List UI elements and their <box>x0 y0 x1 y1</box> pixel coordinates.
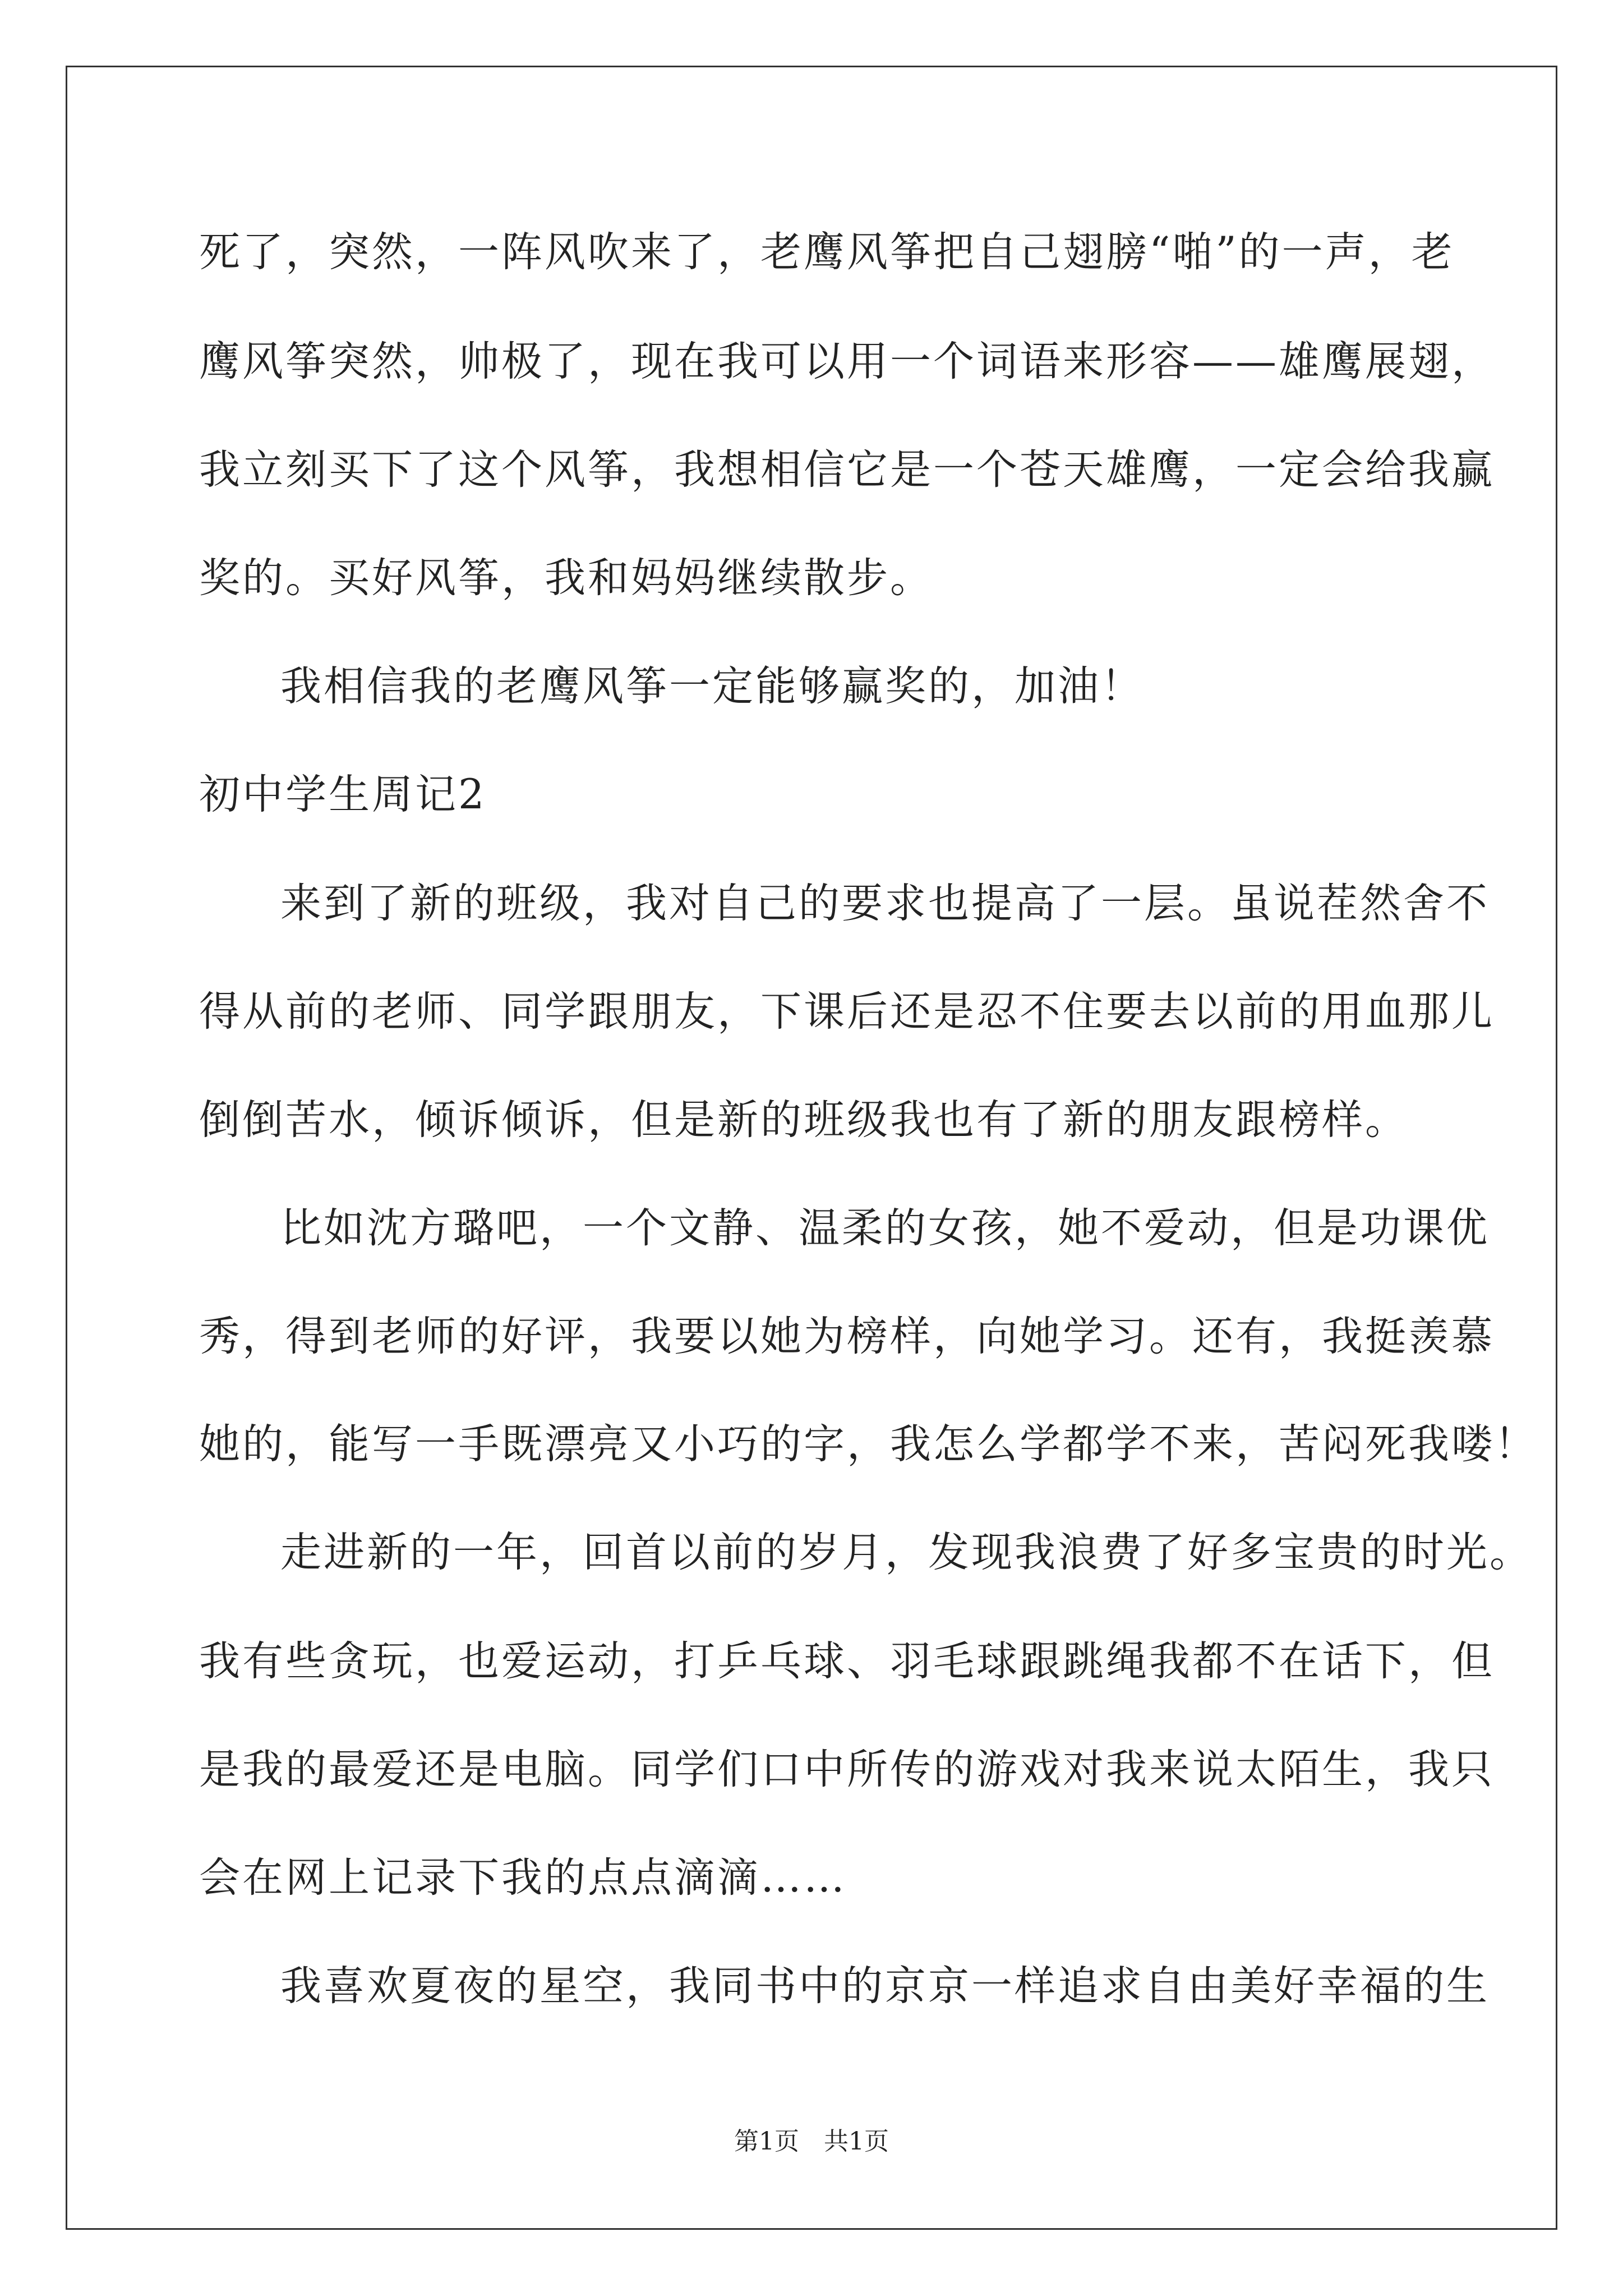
page-border <box>66 66 1557 2230</box>
section-heading: 初中学生周记2 <box>199 771 487 818</box>
text-line: 得从前的老师、同学跟朋友，下课后还是忍不住要去以前的用血那儿 <box>199 988 1495 1036</box>
text-line: 鹰风筝突然，帅极了，现在我可以用一个词语来形容——雄鹰展翅， <box>199 338 1495 385</box>
text-line: 她的，能写一手既漂亮又小巧的字，我怎么学都学不来，苦闷死我喽！ <box>199 1420 1538 1468</box>
page-footer: 第1页 共1页 <box>734 2127 889 2156</box>
text-line: 秀，得到老师的好评，我要以她为榜样，向她学习。还有，我挺羡慕 <box>199 1313 1495 1360</box>
text-line: 走进新的一年，回首以前的岁月，发现我浪费了好多宝贵的时光。 <box>280 1529 1533 1576</box>
text-line: 奖的。买好风筝，我和妈妈继续散步。 <box>199 554 933 602</box>
text-line: 倒倒苦水，倾诉倾诉，但是新的班级我也有了新的朋友跟榜样。 <box>199 1096 1408 1144</box>
text-line: 我立刻买下了这个风筝，我想相信它是一个苍天雄鹰，一定会给我赢 <box>199 446 1495 494</box>
text-line: 会在网上记录下我的点点滴滴…… <box>199 1854 847 1902</box>
text-line: 我喜欢夏夜的星空，我同书中的京京一样追求自由美好幸福的生 <box>280 1962 1490 2010</box>
text-line: 比如沈方璐吧，一个文静、温柔的女孩，她不爱动，但是功课优 <box>280 1204 1490 1252</box>
text-line: 我有些贪玩，也爱运动，打乒乓球、羽毛球跟跳绳我都不在话下，但 <box>199 1637 1495 1685</box>
text-line: 死了，突然，一阵风吹来了，老鹰风筝把自己翅膀“啪”的一声，老 <box>199 228 1455 276</box>
text-line: 来到了新的班级，我对自己的要求也提高了一层。虽说茬然舍不 <box>280 880 1490 927</box>
text-line: 我相信我的老鹰风筝一定能够赢奖的，加油！ <box>280 662 1144 710</box>
text-line: 是我的最爱还是电脑。同学们口中所传的游戏对我来说太陌生，我只 <box>199 1746 1495 1793</box>
